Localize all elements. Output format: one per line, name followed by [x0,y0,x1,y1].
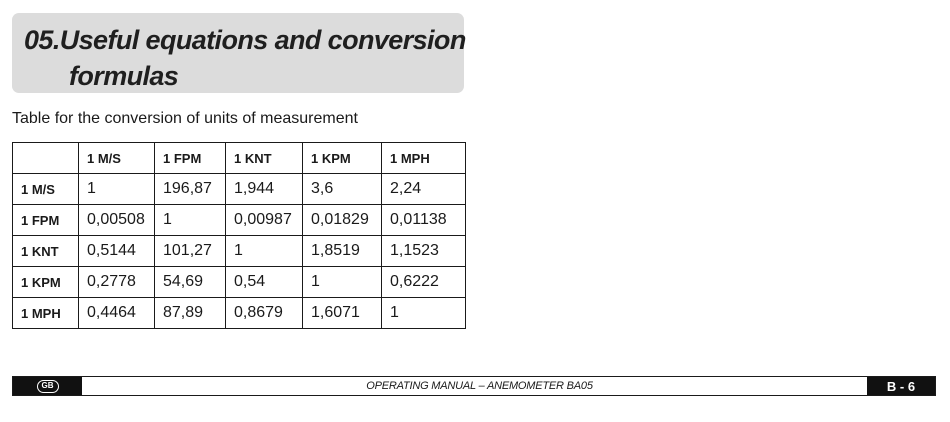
table-cell: 0,2778 [79,267,155,298]
table-cell: 1,944 [226,174,303,205]
table-cell: 0,00508 [79,205,155,236]
section-title-line-1: 05.Useful equations and conversion [24,25,466,55]
table-cell: 196,87 [155,174,226,205]
table-cell: 3,6 [303,174,382,205]
page-footer [12,376,936,396]
column-header: 1 KNT [226,143,303,174]
row-header: 1 FPM [13,205,79,236]
page-number: B - 6 [867,377,935,395]
row-header: 1 KPM [13,267,79,298]
table-cell: 1 [382,298,466,329]
table-cell: 0,8679 [226,298,303,329]
table-cell: 1 [79,174,155,205]
table-cell: 0,6222 [382,267,466,298]
table-cell: 87,89 [155,298,226,329]
table-row [13,174,466,205]
column-header: 1 FPM [155,143,226,174]
table-cell: 1 [155,205,226,236]
footer-language-block [13,377,82,395]
table-cell: 1 [303,267,382,298]
table-cell: 1 [226,236,303,267]
section-title-box [12,13,464,93]
language-badge-icon: GB [37,380,59,393]
table-row [13,236,466,267]
table-row [13,205,466,236]
table-cell: 0,01829 [303,205,382,236]
table-cell: 0,54 [226,267,303,298]
table-cell: 0,5144 [79,236,155,267]
table-cell: 1,8519 [303,236,382,267]
row-header: 1 M/S [13,174,79,205]
table-cell: 1,6071 [303,298,382,329]
table-header-row [13,143,466,174]
table-corner-cell [13,143,79,174]
table-cell: 0,00987 [226,205,303,236]
footer-manual-title: OPERATING MANUAL – ANEMOMETER BA05 [366,380,593,392]
column-header: 1 MPH [382,143,466,174]
section-title-line-2: formulas [69,61,179,91]
table-cell: 0,01138 [382,205,466,236]
table-cell: 2,24 [382,174,466,205]
table-cell: 1,1523 [382,236,466,267]
column-header: 1 KPM [303,143,382,174]
row-header: 1 MPH [13,298,79,329]
table-cell: 101,27 [155,236,226,267]
table-row [13,298,466,329]
table-cell: 0,4464 [79,298,155,329]
table-caption: Table for the conversion of units of measurement [12,110,358,127]
table-cell: 54,69 [155,267,226,298]
row-header: 1 KNT [13,236,79,267]
table-row [13,267,466,298]
conversion-table [12,142,466,329]
column-header: 1 M/S [79,143,155,174]
